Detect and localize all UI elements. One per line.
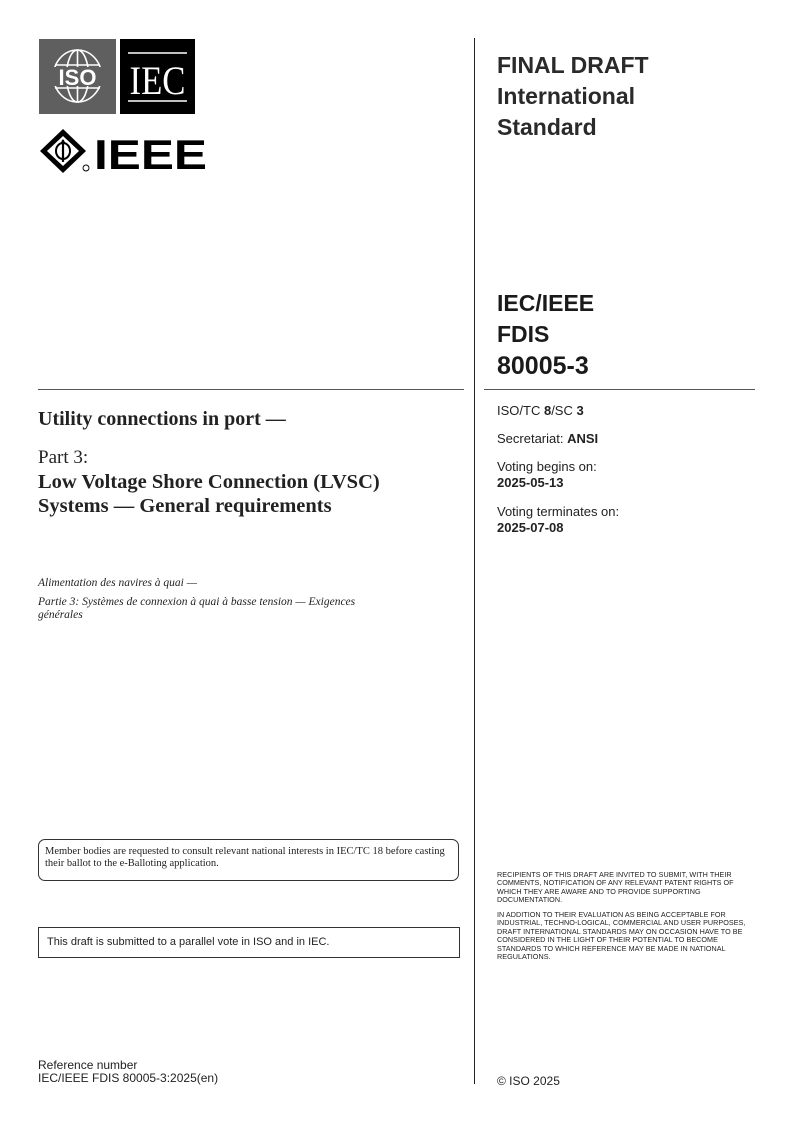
final-draft-heading bbox=[497, 50, 767, 143]
reference-number-label: Reference number bbox=[38, 1058, 138, 1072]
standard-line: Standard bbox=[497, 114, 597, 140]
ieee-logo-text: IEEE bbox=[94, 131, 207, 174]
member-bodies-notice: Member bodies are requested to consult relevant national interests in IEC/TC 18 before casting their ballot to the e-Balloting application. bbox=[38, 839, 459, 881]
reference-number bbox=[38, 1059, 338, 1085]
main-title: Utility connections in port — bbox=[38, 408, 286, 430]
document-number-value: 80005-3 bbox=[497, 352, 589, 380]
committee-mid: /SC bbox=[551, 403, 577, 418]
iso-logo-text: ISO bbox=[58, 65, 97, 90]
copyright: © ISO 2025 bbox=[497, 1074, 560, 1088]
voting-terminates bbox=[497, 504, 757, 536]
international-line: International bbox=[497, 83, 636, 109]
iso-globe-icon bbox=[39, 39, 116, 114]
iso-logo bbox=[39, 39, 116, 114]
secretariat-label: Secretariat: bbox=[497, 431, 568, 446]
recipients-notice-2: IN ADDITION TO THEIR EVALUATION AS BEING ACCEPTABLE FOR INDUSTRIAL, TECHNO-LOGICAL, COMMERCIAL AND USER PURPOSES, DRAFT INTERNATIONAL STANDARDS MAY ON OCCASION HAVE TO BE CONSIDERED IN THE LIGHT OF THEIR POTENTIAL TO BECOME STANDARDS TO WHICH REFERENCE MAY BE MADE IN NATIONAL REGULATIONS. bbox=[497, 910, 746, 962]
left-horizontal-divider bbox=[38, 389, 464, 390]
voting-begins-date: 2025-05-13 bbox=[497, 475, 564, 490]
committee-info bbox=[497, 403, 757, 419]
ieee-logo bbox=[39, 128, 209, 174]
document-number bbox=[497, 288, 757, 382]
document-number-stage: FDIS bbox=[497, 321, 550, 347]
iec-logo bbox=[120, 39, 195, 114]
secretariat-info bbox=[497, 431, 757, 447]
voting-terminates-date: 2025-07-08 bbox=[497, 520, 564, 535]
voting-terminates-label: Voting terminates on: bbox=[497, 504, 620, 519]
part-title: Low Voltage Shore Connection (LVSC) Systems — General requirements bbox=[38, 471, 380, 517]
vertical-divider bbox=[474, 38, 475, 1084]
committee-prefix: ISO/TC bbox=[497, 403, 544, 418]
part-label: Part 3: bbox=[38, 447, 89, 468]
right-horizontal-divider bbox=[484, 389, 755, 390]
recipients-notice-1: RECIPIENTS OF THIS DRAFT ARE INVITED TO SUBMIT, WITH THEIR COMMENTS, NOTIFICATION OF ANY RELEVANT PATENT RIGHTS OF WHICH THEY ARE AWARE AND TO PROVIDE SUPPORTING DOCUMENTATION. bbox=[497, 870, 734, 905]
parallel-vote-notice: This draft is submitted to a parallel vote in ISO and in IEC. bbox=[38, 927, 460, 958]
french-part-title: Partie 3: Systèmes de connexion à quai à basse tension — Exigences générales bbox=[38, 596, 356, 621]
document-number-org: IEC/IEEE bbox=[497, 290, 595, 316]
ieee-diamond-icon bbox=[40, 129, 89, 173]
committee-sc: 3 bbox=[576, 403, 584, 418]
committee-tc: 8 bbox=[543, 403, 552, 418]
french-main-title: Alimentation des navires à quai — bbox=[38, 577, 197, 589]
voting-begins bbox=[497, 459, 757, 491]
voting-begins-label: Voting begins on: bbox=[497, 459, 597, 474]
iec-logo-text: IEC bbox=[129, 58, 186, 103]
final-draft-line: FINAL DRAFT bbox=[497, 52, 649, 78]
reference-number-value: IEC/IEEE FDIS 80005-3:2025(en) bbox=[38, 1071, 219, 1085]
secretariat-value: ANSI bbox=[567, 431, 599, 446]
